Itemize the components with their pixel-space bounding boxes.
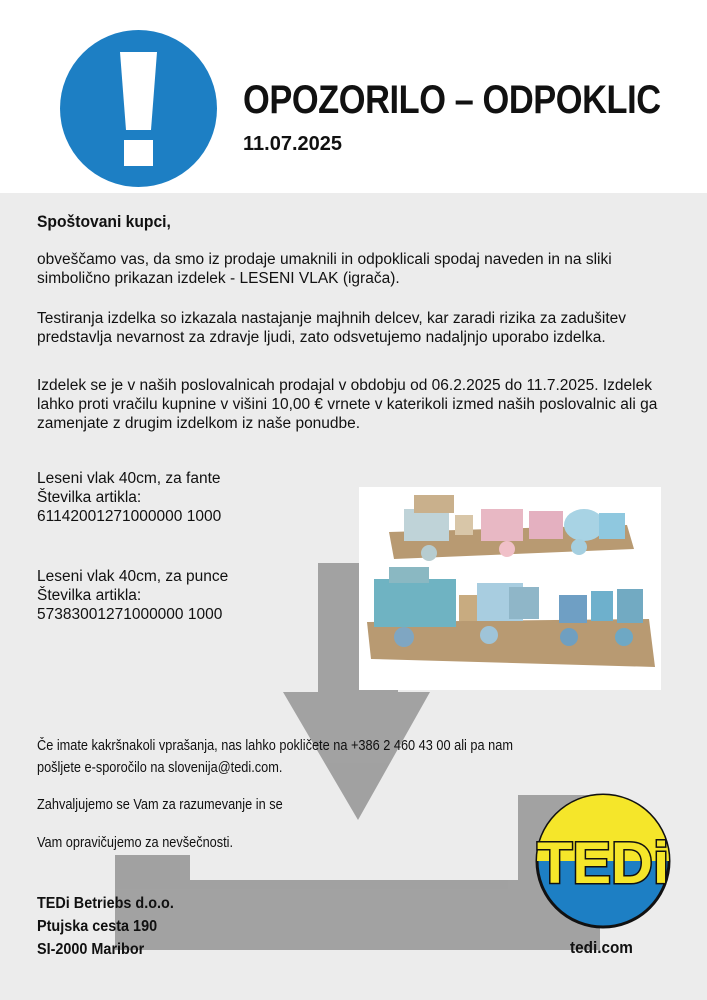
product-name: Leseni vlak 40cm, za punce [37, 568, 229, 585]
tedi-logo-icon [528, 793, 678, 929]
paragraph-refund: Izdelek se je v naših poslovalnicah prodajal v obdobju od 06.2.2025 do 11.7.2025. Izdelek lahko proti vračilu kupnine v višini 10,00 € vrnete v katerikoli izmed naših poslovalnic ali ga zamenjate z drugim izdelkom iz naše ponudbe. [37, 377, 658, 432]
company-city: SI-2000 Maribor [37, 941, 145, 958]
paragraph-hazard: Testiranja izdelka so izkazala nastajanje majhnih delcev, kar zaradi rizika za zadušitev predstavlja nevarnost za zdravje ljudi, zato odsvetujemo nadaljnjo uporabo izdelka. [37, 310, 626, 346]
article-label: Številka artikla: [37, 587, 142, 604]
product-item [37, 469, 221, 526]
product-item [37, 567, 228, 624]
product-photo [359, 487, 661, 690]
apology-line: Vam opravičujemo za nevšečnosti. [37, 834, 234, 851]
recall-date: 11.07.2025 [243, 133, 342, 155]
article-number: 57383001271000000 1000 [37, 606, 223, 623]
company-name: TEDi Betriebs d.o.o. [37, 895, 174, 912]
contact-line: Če imate kakršnakoli vprašanja, nas lahko pokličete na +386 2 460 43 00 ali pa nam [37, 737, 513, 754]
logo-text: TEDi [536, 831, 670, 896]
article-label: Številka artikla: [37, 489, 142, 506]
company-street: Ptujska cesta 190 [37, 918, 158, 935]
paragraph-intro: obveščamo vas, da smo iz prodaje umaknili in odpoklicali spodaj naveden in na sliki simbolično prikazan izdelek - LESENI VLAK (igrača). [37, 251, 612, 287]
contact-text [37, 735, 513, 779]
greeting: Spoštovani kupci, [37, 212, 171, 231]
page-title: OPOZORILO – ODPOKLIC [243, 78, 661, 122]
website-link[interactable]: tedi.com [570, 938, 633, 957]
company-address [37, 892, 174, 961]
contact-line: pošljete e-sporočilo na slovenija@tedi.com. [37, 759, 283, 776]
thanks-line: Zahvaljujemo se Vam za razumevanje in se [37, 796, 283, 813]
product-name: Leseni vlak 40cm, za fante [37, 470, 221, 487]
article-number: 61142001271000000 1000 [37, 508, 222, 525]
